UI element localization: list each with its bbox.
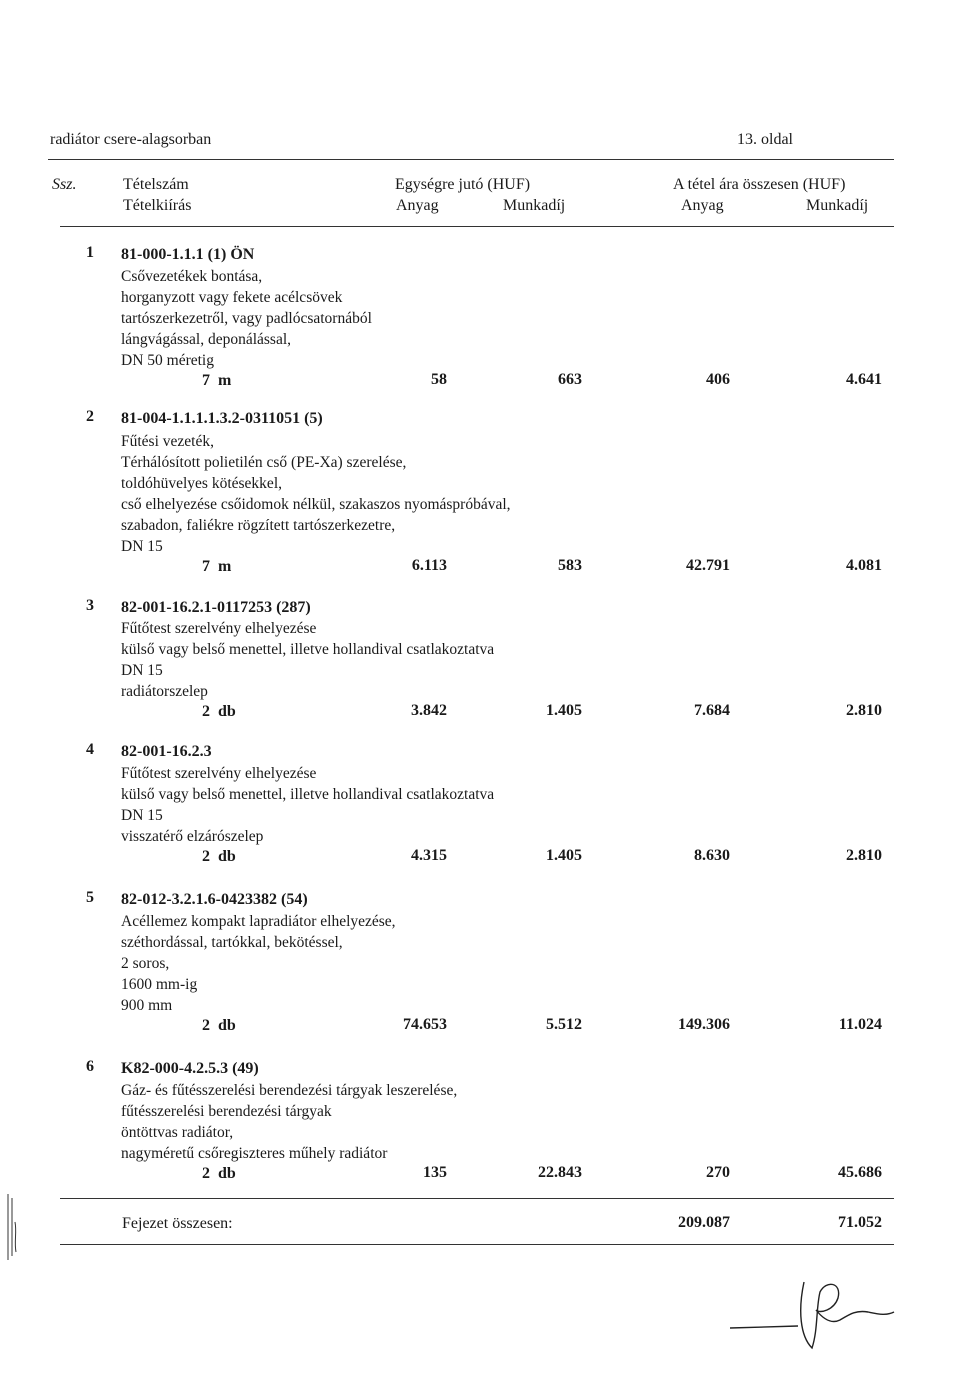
item-desc-line: Fűtőtest szerelvény elhelyezése [121,765,317,782]
header-bottom-rule [60,226,894,227]
item-desc-line: Fűtőtest szerelvény elhelyezése [121,620,317,637]
item-unit-anyag: 4.315 [411,847,447,864]
item-number: 6 [86,1058,94,1075]
item-unit-munkadij: 1.405 [546,702,582,719]
item-total-munkadij: 2.810 [846,702,882,719]
item-desc-line: Fűtési vezeték, [121,433,214,450]
item-total-munkadij: 11.024 [838,1016,882,1033]
item-total-anyag: 149.306 [678,1016,730,1033]
item-number: 5 [86,889,94,906]
header-top-rule [48,159,894,160]
header-anyag-unit: Anyag [396,197,439,214]
item-desc-line: külső vagy belső menettel, illetve hollandival csatlakoztatva [121,641,495,658]
item-desc-line: Gáz- és fűtésszerelési berendezési tárgyak leszerelése, [121,1082,458,1099]
summary-label: Fejezet összesen: [122,1215,233,1232]
item-unit-anyag: 6.113 [411,557,447,574]
item-desc-line: DN 15 [121,807,163,824]
header-egysegre: Egységre jutó (HUF) [395,176,531,193]
item-unit-munkadij: 663 [558,371,582,388]
item-unit-anyag: 3.842 [411,702,447,719]
item-unit-munkadij: 1.405 [546,847,582,864]
page-title: radiátor csere-alagsorban [50,131,212,148]
item-total-munkadij: 4.081 [846,557,882,574]
item-desc-line: széthordással, tartókkal, bekötéssel, [121,934,343,951]
item-desc-line: cső elhelyezése csőidomok nélkül, szakaszos nyomáspróbával, [121,496,511,513]
summary-top-rule [60,1198,894,1199]
header-ssz: Ssz. [52,176,77,193]
item-desc-line: 900 mm [121,997,173,1014]
margin-mark [4,1192,20,1262]
summary-total-anyag: 209.087 [678,1214,730,1231]
item-unit-munkadij: 583 [558,557,582,574]
item-total-anyag: 270 [706,1164,730,1181]
item-code: 81-004-1.1.1.1.3.2-0311051 (5) [121,410,323,427]
item-total-anyag: 406 [706,371,730,388]
item-unit-anyag: 74.653 [403,1016,447,1033]
header-munkadij-unit: Munkadíj [503,197,566,214]
header-munkadij-total: Munkadíj [806,197,869,214]
item-total-munkadij: 45.686 [838,1164,882,1181]
header-tetel-ara: A tétel ára összesen (HUF) [673,176,846,193]
item-quantity: 7 m [202,558,232,575]
item-quantity: 7 m [202,372,232,389]
item-number: 3 [86,597,94,614]
item-desc-line: DN 50 méretig [121,352,214,369]
item-desc-line: DN 15 [121,538,163,555]
item-desc-line: Csővezetékek bontása, [121,268,263,285]
item-code: K82-000-4.2.5.3 (49) [121,1060,259,1077]
item-total-anyag: 42.791 [686,557,730,574]
header-tetelszam: Tételszám [123,176,189,193]
item-quantity: 2 db [202,848,236,865]
item-total-munkadij: 4.641 [846,371,882,388]
item-total-munkadij: 2.810 [846,847,882,864]
item-desc-line: visszatérő elzárószelep [121,828,264,845]
item-desc-line: külső vagy belső menettel, illetve hollandival csatlakoztatva [121,786,495,803]
summary-bottom-rule [60,1244,894,1245]
item-unit-anyag: 58 [431,371,447,388]
item-unit-munkadij: 5.512 [546,1016,582,1033]
item-desc-line: Térhálósított polietilén cső (PE-Xa) szerelése, [121,454,407,471]
item-quantity: 2 db [202,1017,236,1034]
header-tetelkiiras: Tételkiírás [123,197,192,214]
item-desc-line: lángvágással, deponálással, [121,331,292,348]
signature-mark [720,1270,900,1360]
item-desc-line: horganyzott vagy fekete acélcsövek [121,289,343,306]
item-desc-line: öntöttvas radiátor, [121,1124,234,1141]
item-desc-line: Acéllemez kompakt lapradiátor elhelyezése, [121,913,396,930]
item-number: 2 [86,408,94,425]
item-desc-line: 1600 mm-ig [121,976,198,993]
item-quantity: 2 db [202,1165,236,1182]
page-number: 13. oldal [737,131,793,148]
item-number: 1 [86,244,94,261]
item-number: 4 [86,741,94,758]
item-desc-line: DN 15 [121,662,163,679]
item-desc-line: 2 soros, [121,955,170,972]
item-code: 82-001-16.2.3 [121,743,212,760]
item-total-anyag: 8.630 [694,847,730,864]
item-desc-line: tartószerkezetről, vagy padlócsatornából [121,310,372,327]
item-total-anyag: 7.684 [694,702,730,719]
item-code: 82-012-3.2.1.6-0423382 (54) [121,891,308,908]
item-desc-line: toldóhüvelyes kötésekkel, [121,475,282,492]
item-code: 81-000-1.1.1 (1) ÖN [121,246,255,263]
item-desc-line: radiátorszelep [121,683,208,700]
item-desc-line: szabadon, faliékre rögzített tartószerkezetre, [121,517,396,534]
item-desc-line: fűtésszerelési berendezési tárgyak [121,1103,332,1120]
header-anyag-total: Anyag [681,197,724,214]
item-desc-line: nagyméretű csőregiszteres műhely radiátor [121,1145,388,1162]
item-unit-munkadij: 22.843 [538,1164,582,1181]
item-unit-anyag: 135 [423,1164,447,1181]
item-code: 82-001-16.2.1-0117253 (287) [121,599,311,616]
item-quantity: 2 db [202,703,236,720]
summary-total-munkadij: 71.052 [838,1214,882,1231]
